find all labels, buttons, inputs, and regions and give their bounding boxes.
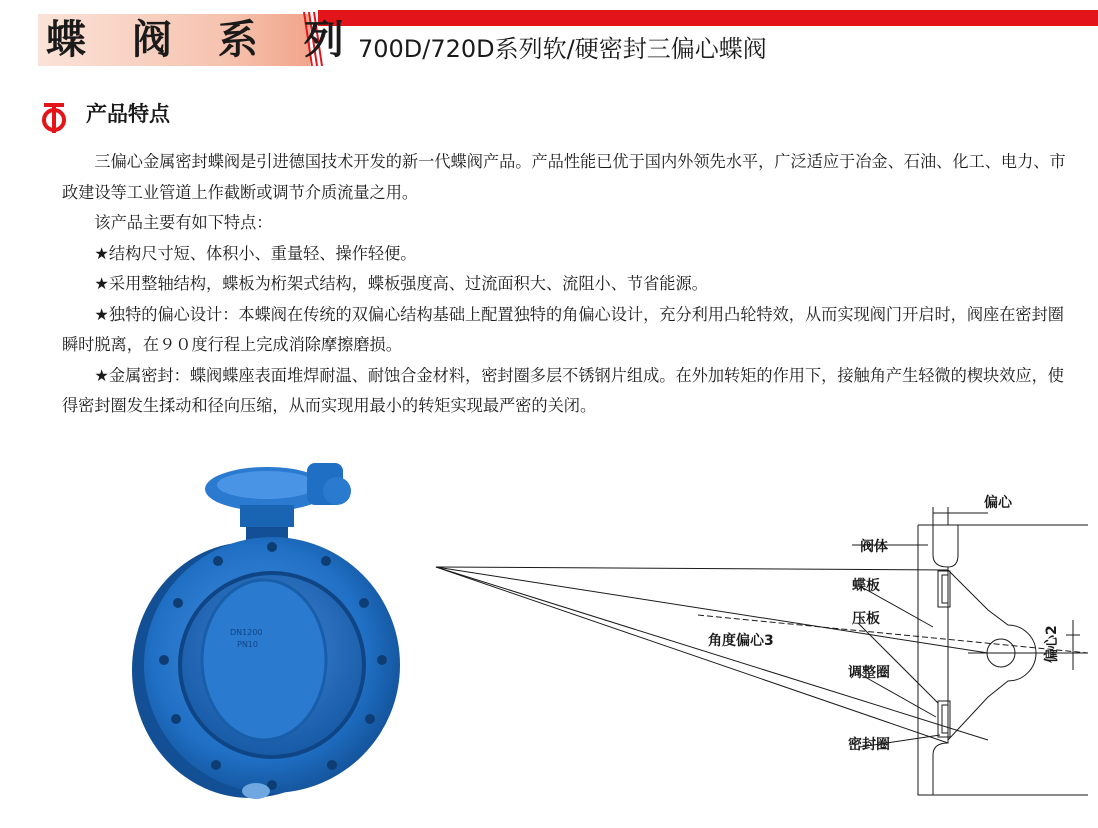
product-title: 700D/720D系列软/硬密封三偏心蝶阀 [358,35,767,63]
feature-description [62,147,1072,422]
body-marking-dn: DN1200 [230,628,263,637]
intro-paragraph: 三偏心金属密封蝶阀是引进德国技术开发的新一代蝶阀产品。产品性能已优于国内外领先水平，广泛适应于冶金、石油、化工、电力、市政建设等工业管道上作截断或调节介质流量之用。 [62,152,1066,202]
body-marking-pn: PN10 [237,640,258,649]
feature-item: ★结构尺寸短、体积小、重量轻、操作轻便。 [94,243,417,263]
valve-logo-icon [38,100,70,136]
features-lead: 该产品主要有如下特点： [94,213,273,232]
header-red-bar [318,10,1098,26]
valve-photo [132,455,400,803]
label-disc: 蝶板 [852,578,880,594]
label-angle-offset: 角度偏心3 [708,633,774,649]
feature-item: ★金属密封：蝶阀蝶座表面堆焊耐温、耐蚀合金材料，密封圈多层不锈钢片组成。在外加转矩的作用下，接触角产生轻微的楔块效应，使得密封圈发生揉动和径向压缩，从而实现用最小的转矩实现最严密的关闭。 [62,365,1064,415]
label-offset-2: 偏心2 [1044,625,1060,663]
label-offset: 偏心 [984,495,1012,511]
feature-item: ★独特的偏心设计：本蝶阀在传统的双偏心结构基础上配置独特的角偏心设计，充分利用凸轮特效，从而实现阀门开启时，阀座在密封圈瞬时脱离，在９０度行程上完成消除摩擦磨损。 [62,304,1064,354]
label-valve-body: 阀体 [860,539,888,555]
label-press-plate: 压板 [852,611,880,627]
label-adjust-ring: 调整圈 [848,665,890,681]
feature-item: ★采用整轴结构，蝶板为桁架式结构，蝶板强度高、过流面积大、流阻小、节省能源。 [94,274,708,293]
series-title: 蝶 阀 系 列 [46,16,360,63]
label-seal-ring: 密封圈 [848,737,890,753]
section-heading: 产品特点 [86,102,170,126]
eccentric-diagram [428,485,1098,805]
